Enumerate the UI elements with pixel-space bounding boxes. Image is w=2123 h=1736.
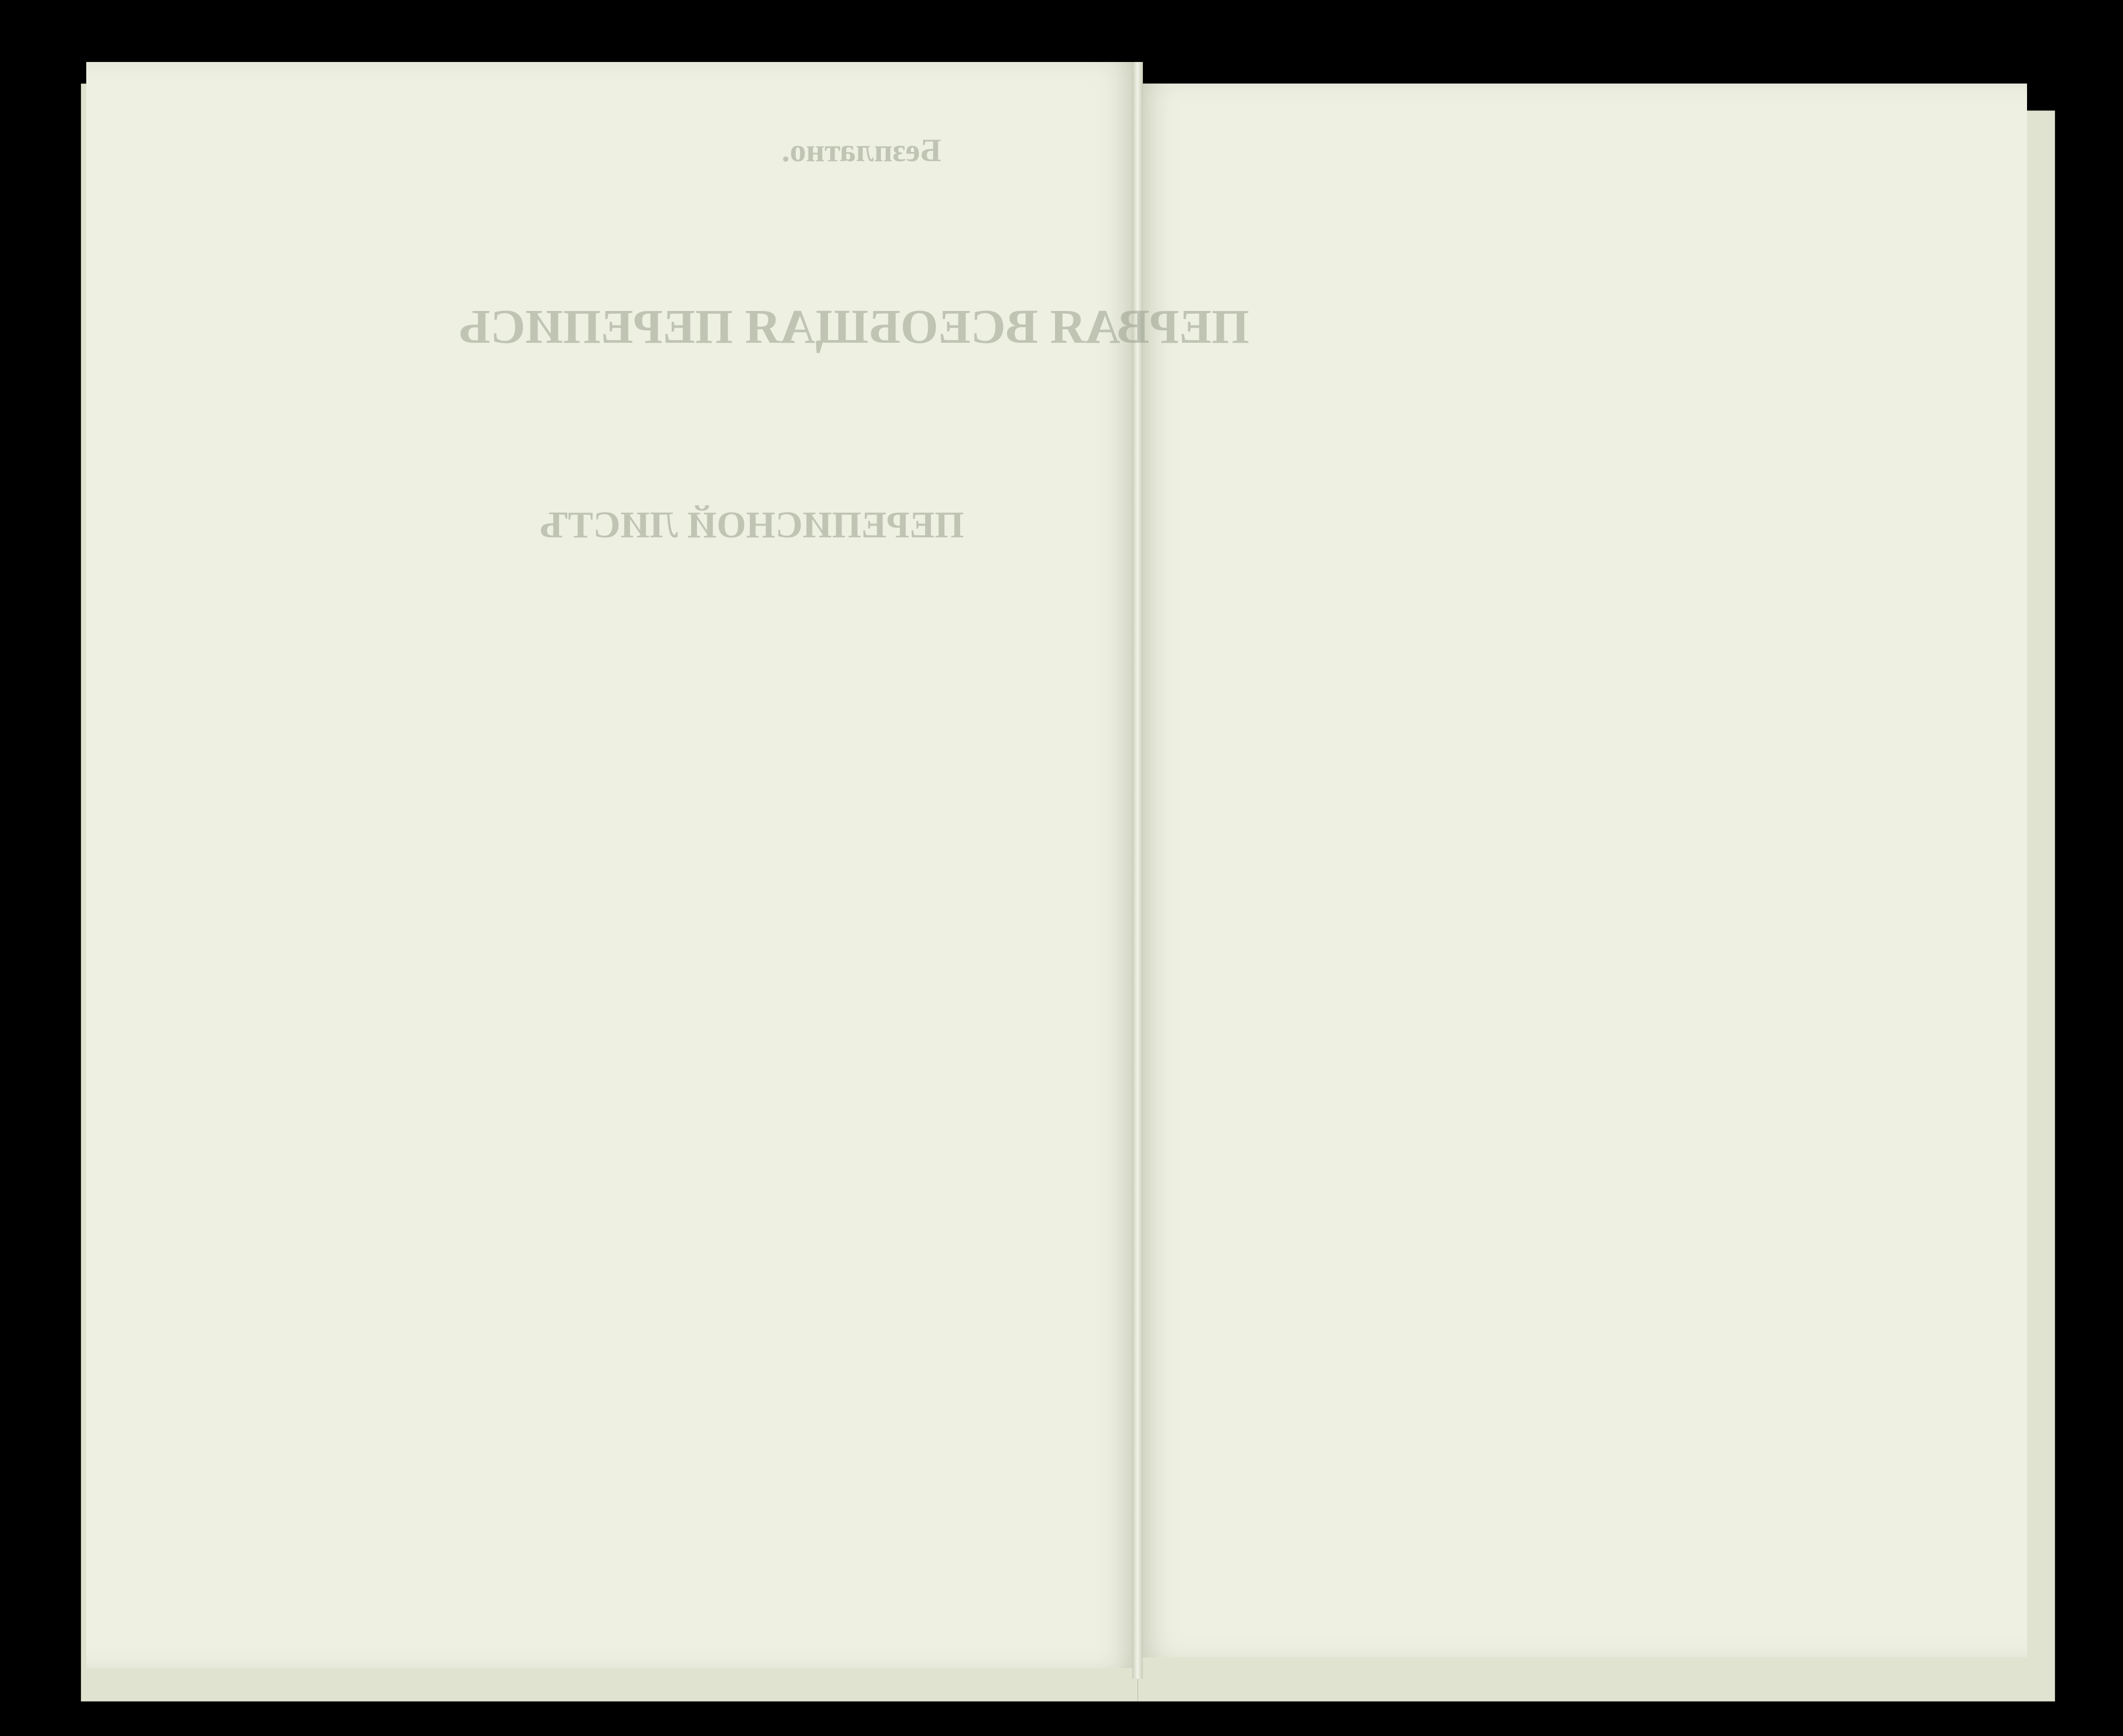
bleed-through-title: ПЕРВАЯ ВСЕОБЩАЯ ПЕРЕПИСЬ [458,300,1250,354]
right-page [1138,84,2027,1657]
census-book [81,51,2054,1733]
bleed-through-subtitle: ПЕРЕПИСНОЙ ЛИСТЪ [539,504,964,546]
bleed-through-text: Безплатно. [782,133,942,168]
